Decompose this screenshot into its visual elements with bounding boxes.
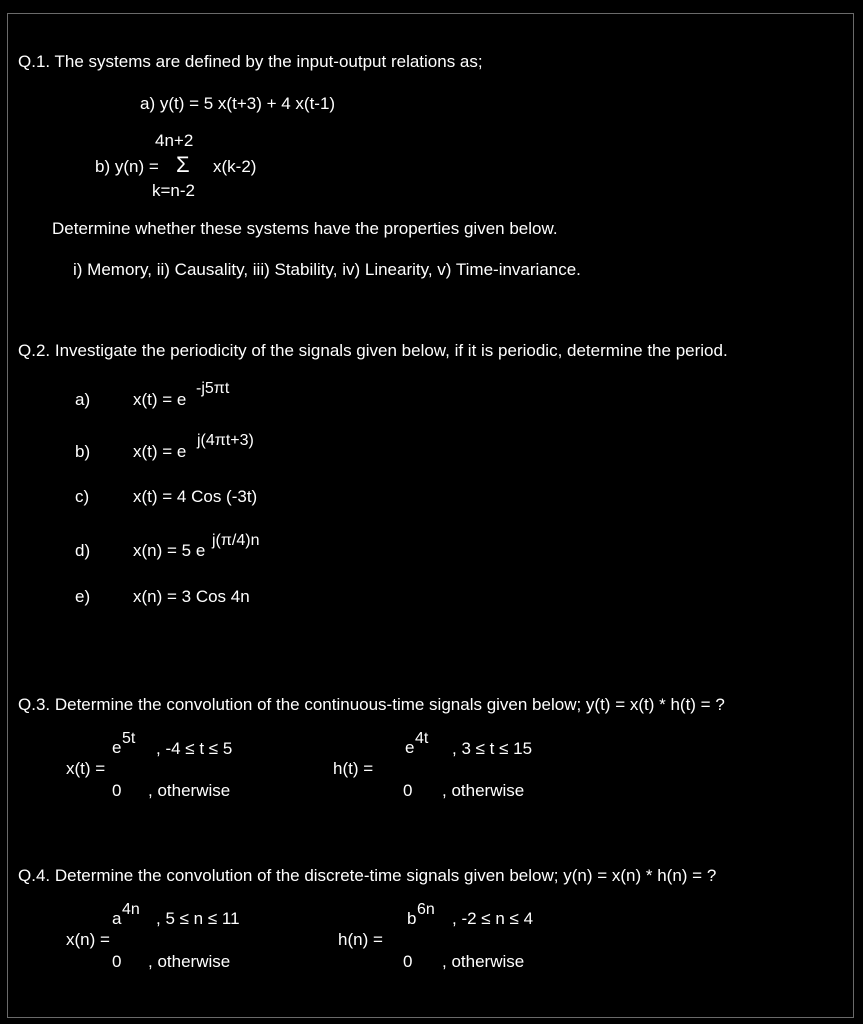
q1-sum-lower-limit: k=n-2: [152, 181, 195, 200]
q4-x-label: x(n) =: [66, 930, 110, 949]
q2-item-exponent: j(4πt+3): [197, 432, 254, 449]
q4-header: Q.4. Determine the convolution of the discrete-time signals given below; y(n) = x(n) * h(n) = ?: [18, 866, 717, 885]
q2-item-label: c): [75, 487, 90, 506]
q4-h-case1-exponent: 6n: [417, 901, 435, 918]
q3-h-case2-value: 0: [403, 781, 413, 800]
q3-x-label: x(t) =: [66, 759, 106, 778]
q2-item-expression: x(t) = 4 Cos (-3t): [133, 487, 258, 506]
q3-header: Q.3. Determine the convolution of the continuous-time signals given below; y(t) = x(t) * h(t) = ?: [18, 695, 725, 714]
q2-item-label: d): [75, 541, 91, 560]
q3-h-case1-base: e: [405, 738, 415, 757]
q1-sum-upper-limit: 4n+2: [155, 131, 194, 150]
q2-item-label: e): [75, 587, 91, 606]
q4-x-case1-base: a: [112, 909, 122, 928]
q4-h-case2-condition: , otherwise: [442, 952, 525, 971]
q1-header: Q.1. The systems are defined by the input-output relations as;: [18, 52, 483, 71]
q3-x-case1-base: e: [112, 738, 122, 757]
q4-h-case2-value: 0: [403, 952, 413, 971]
q3-h-case2-condition: , otherwise: [442, 781, 525, 800]
q2-item-exponent: -j5πt: [196, 380, 230, 397]
q4-x-case2-condition: , otherwise: [148, 952, 231, 971]
q1-part-a: a) y(t) = 5 x(t+3) + 4 x(t-1): [140, 94, 336, 113]
sigma-symbol: Σ: [176, 152, 190, 177]
q4-x-case1-exponent: 4n: [122, 901, 140, 918]
q3-x-case1-condition: , -4 ≤ t ≤ 5: [156, 739, 233, 758]
q3-x-case2-value: 0: [112, 781, 122, 800]
q3-h-case1-condition: , 3 ≤ t ≤ 15: [452, 739, 533, 758]
q4-x-case2-value: 0: [112, 952, 122, 971]
q3-x-case1-exponent: 5t: [122, 730, 136, 747]
q2-header: Q.2. Investigate the periodicity of the signals given below, if it is periodic, determine the period.: [18, 341, 728, 360]
q2-item-expression: x(t) = e: [133, 390, 187, 409]
q4-x-case1-condition: , 5 ≤ n ≤ 11: [156, 909, 240, 928]
q1-properties: i) Memory, ii) Causality, iii) Stability, iv) Linearity, v) Time-invariance.: [73, 260, 581, 279]
q1-determine-text: Determine whether these systems have the properties given below.: [52, 219, 558, 238]
q1-sum-term: x(k-2): [213, 157, 257, 176]
q4-h-label: h(n) =: [338, 930, 383, 949]
q4-h-case1-condition: , -2 ≤ n ≤ 4: [452, 909, 534, 928]
q2-item-expression: x(n) = 3 Cos 4n: [133, 587, 250, 606]
q2-item-label: a): [75, 390, 91, 409]
q2-item-label: b): [75, 442, 91, 461]
q2-item-exponent: j(π/4)n: [212, 532, 260, 549]
q4-h-case1-base: b: [407, 909, 417, 928]
q2-item-expression: x(n) = 5 e: [133, 541, 206, 560]
q3-x-case2-condition: , otherwise: [148, 781, 231, 800]
q1-part-b-label: b) y(n) =: [95, 157, 159, 176]
q2-item-expression: x(t) = e: [133, 442, 187, 461]
q3-h-case1-exponent: 4t: [415, 730, 429, 747]
q3-h-label: h(t) =: [333, 759, 374, 778]
